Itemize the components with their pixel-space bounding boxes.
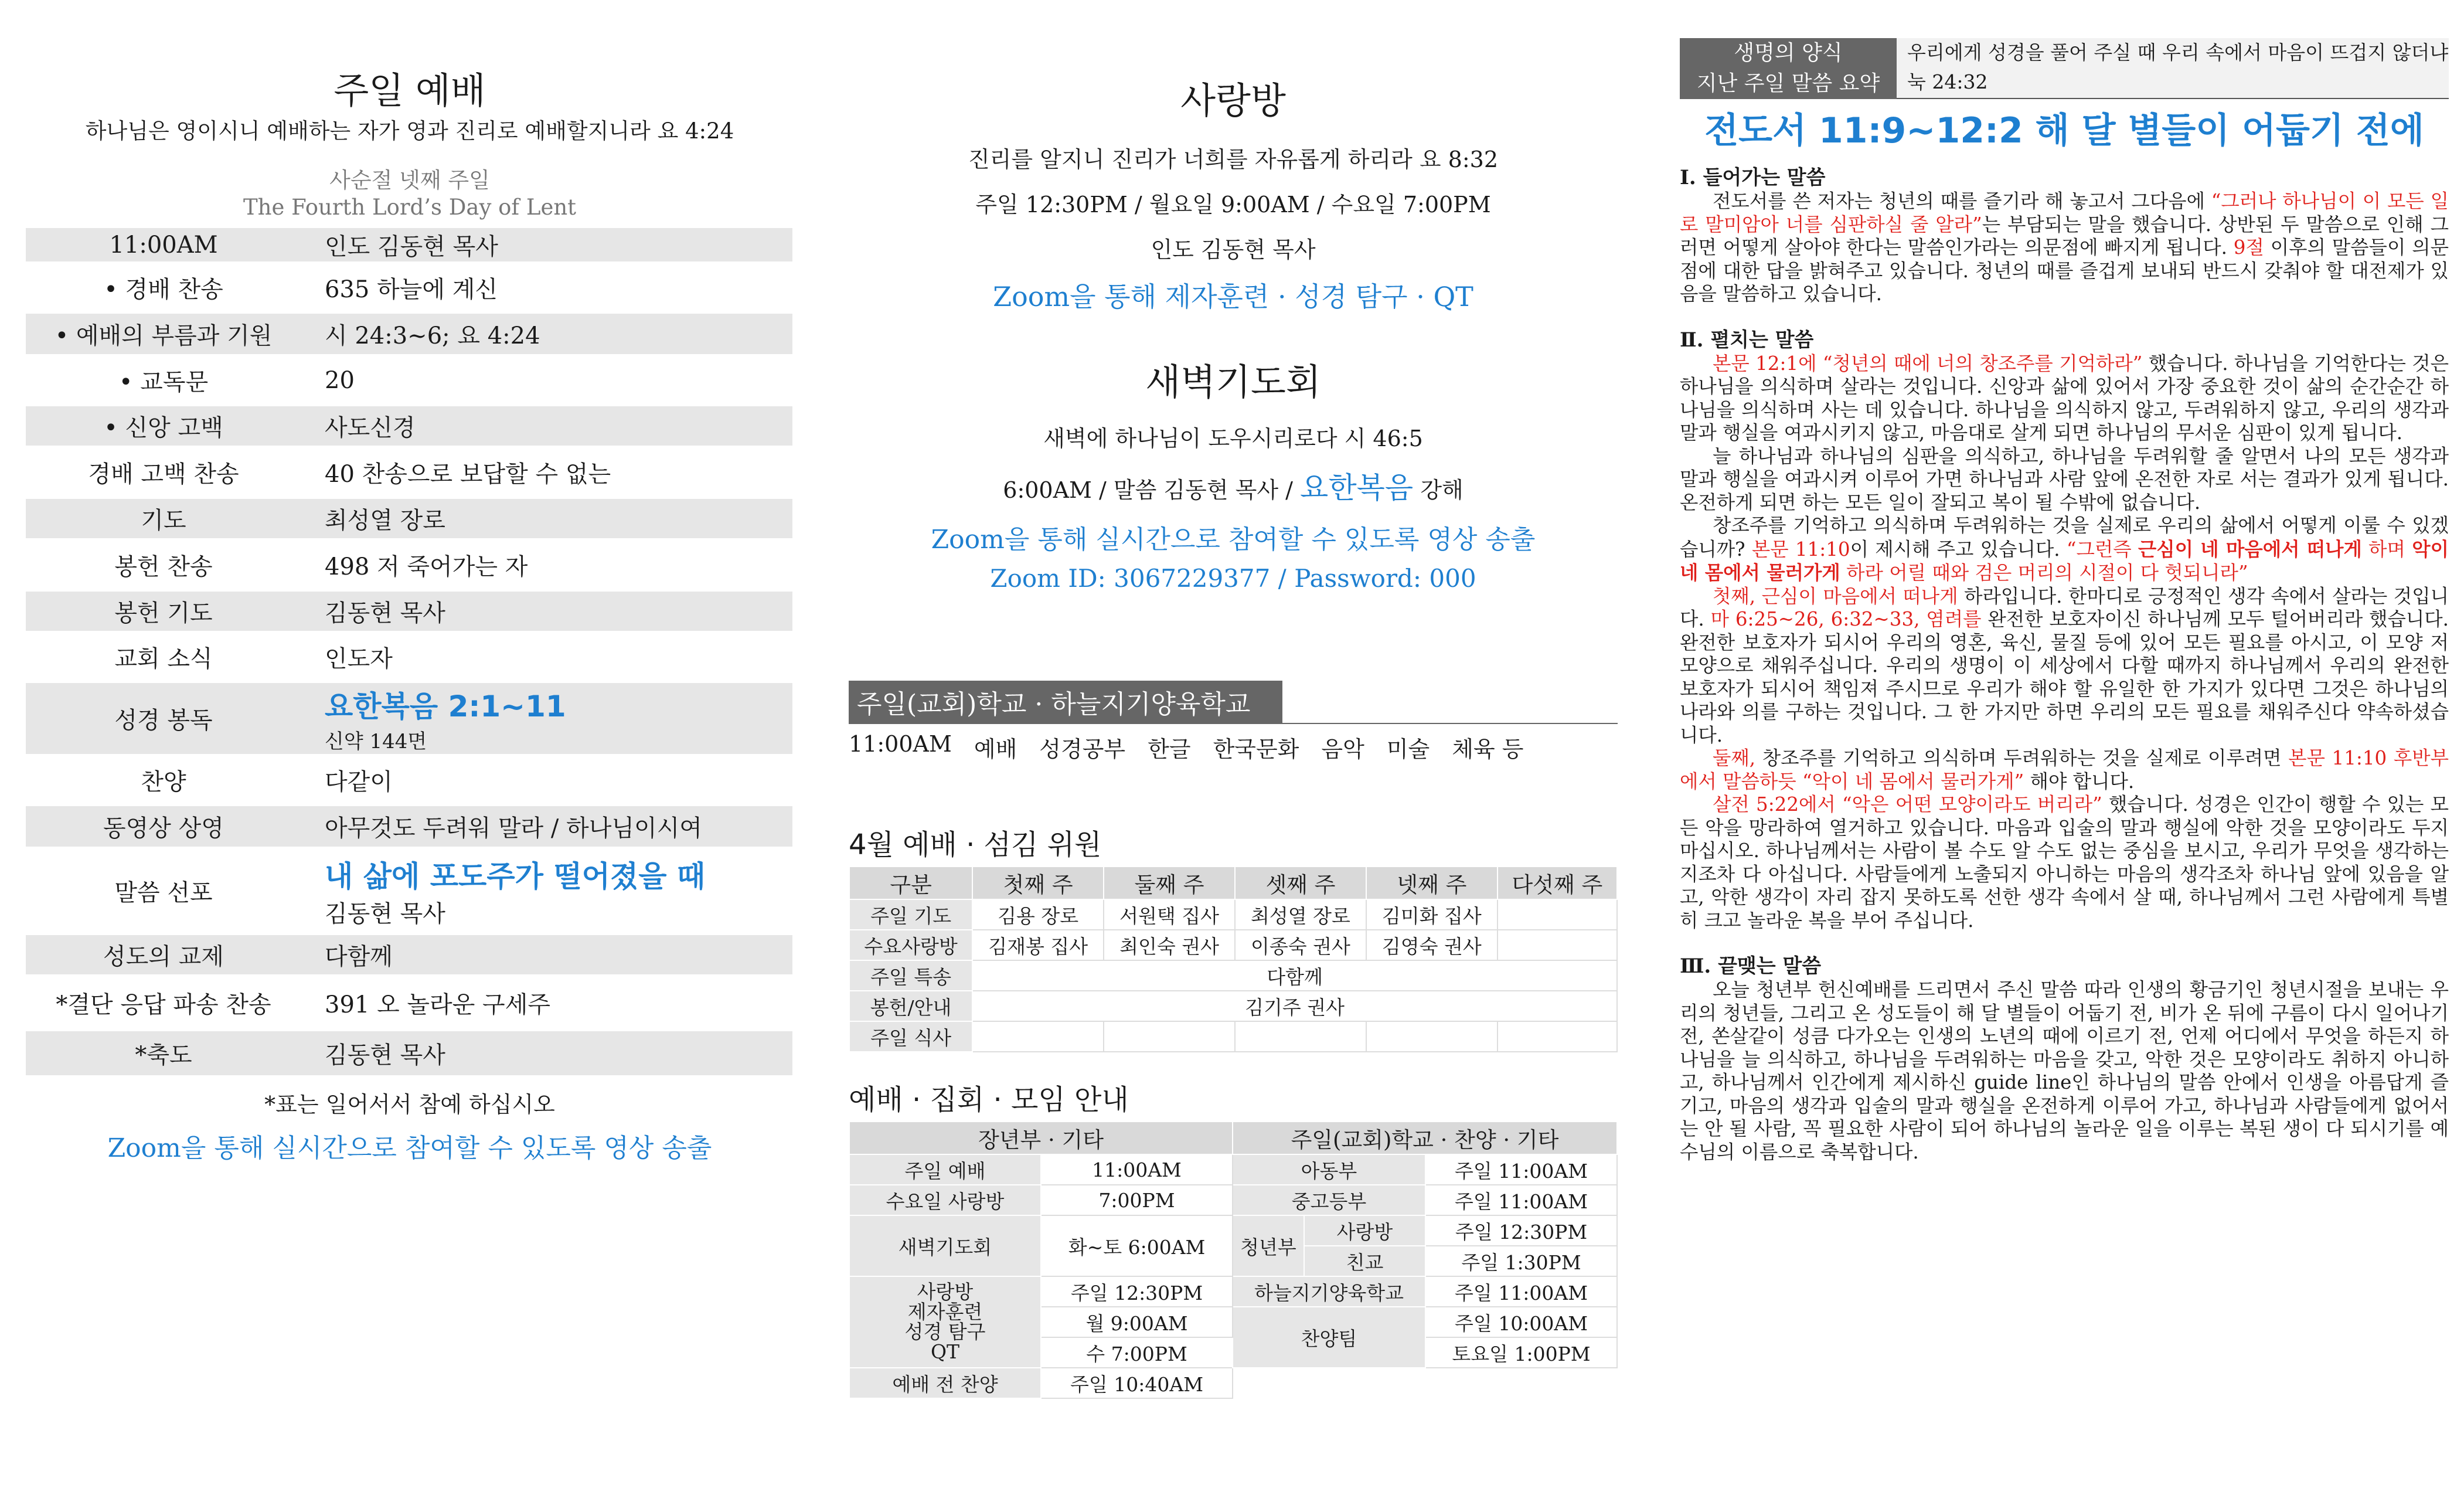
duty-cell (1498, 930, 1617, 960)
school-subject: 11:00AM (849, 731, 952, 757)
order-value: 최성열 장로 (301, 496, 792, 542)
dawn-time: 6:00AM / 말씀 김동현 목사 / 요한복음 강해 (1003, 471, 1464, 505)
order-value: 40 찬송으로 보답할 수 없는 (301, 449, 792, 496)
duty-cell: 주일 특송 (849, 960, 972, 991)
order-label: *축도 (26, 1028, 301, 1079)
section-1-heading: Ⅰ. 들어가는 말씀 (1680, 166, 1826, 189)
dawn-zoom: Zoom을 통해 실시간으로 참여할 수 있도록 영상 송출 (931, 525, 1536, 555)
order-row (26, 542, 792, 589)
sarang-zoom: Zoom을 통해 제자훈련 · 성경 탐구 · QT (993, 281, 1473, 312)
duty-cell: 봉헌/안내 (849, 991, 972, 1021)
order-value: 김동현 목사 (301, 1028, 792, 1079)
order-label: 기도 (26, 496, 301, 542)
zoom-notice: Zoom을 통해 실시간으로 참여할 수 있도록 영상 송출 (107, 1133, 712, 1163)
duty-header: 첫째 주 (972, 867, 1104, 899)
section-2-text-4: 첫째, 근심이 마음에서 떠나게 하라입니다. 한마디로 긍정적인 생각 속에서 살라는 것입니다. 마 6:25~26, 6:32~33, 염려를 완전한 보호자이신 하나님께 모두 털어버리라 했습니다. 완전한 보호자가 되시어 우리의 영혼, 육신, 물질 등에 있어 모든 필요를 아시고, 이 모양 저 모양으로 채워주십니다. 우리의 생명이 이 세상에서 다할 때까지 하나님께서 우리의 완전한 보호자가 되시어 책임져 주시므로 우리가 해야 할 유일한 한 가지가 있다면 그것은 하나님의 나라와 의를 구하는 것입니다. 그 한 가지만 하면 우리의 모든 필요를 채워주신다 약속하셨습니다. (1680, 585, 2449, 746)
order-value-main: 요한복음 2:1~11 (325, 689, 566, 723)
sermon-summary-column (1680, 0, 2449, 1164)
order-value: 시 24:3~6; 요 4:24 (301, 311, 792, 358)
worship-order-column (26, 0, 794, 1164)
order-row (26, 1028, 792, 1079)
school-subject: 체육 등 (1452, 736, 1524, 762)
school-title: 주일(교회)학교 · 하늘지기양육학교 (849, 681, 1282, 723)
order-value: 391 오 놀라운 구세주 (301, 978, 792, 1028)
duty-cell (1366, 1021, 1498, 1052)
order-row (26, 634, 792, 680)
duty-cell: 김미화 집사 (1366, 899, 1498, 930)
order-value: 498 저 죽어가는 자 (301, 542, 792, 589)
duty-cell: 다함께 (972, 960, 1617, 991)
order-value: 다함께 (301, 932, 792, 978)
season-en: The Fourth Lord’s Day of Lent (243, 195, 577, 220)
order-value: 사도신경 (301, 403, 792, 449)
order-row (26, 449, 792, 496)
order-row (26, 403, 792, 449)
duty-cell (972, 1021, 1104, 1052)
duty-cell (1235, 1021, 1366, 1052)
worship-title: 주일 예배 (333, 69, 486, 112)
duty-cell: 주일 식사 (849, 1021, 972, 1052)
order-label: *결단 응답 파송 찬송 (26, 978, 301, 1028)
section-2-text-6: 살전 5:22에서 “악은 어떤 모양이라도 버리라” 했습니다. 성경은 인간이 행할 수 있는 모든 악을 망라하여 열거하고 있습니다. 마음과 입술의 말과 행실에 악한 것을 모양이라도 두지 마십시오. 하나님께서는 사람이 볼 수도 알 수도 없는 중심을 보시고, 우리가 무엇을 생각하는지조차 다 아십니다. 사람들에게 노출되지 아니하는 마음의 생각조차 하나님 앞에 있음을 알고, 악한 생각이 자리 잡지 못하도록 선한 생각 속에서 살 때, 하나님께서 그런 사람에게 특별히 크고 놀라운 복을 부어 주십니다. (1680, 793, 2449, 932)
season-ko: 사순절 넷째 주일 (329, 168, 490, 193)
order-value-main: 내 삶에 포도주가 떨어졌을 때 (325, 859, 706, 893)
order-label: • 교독문 (26, 358, 301, 403)
duty-cell: 최성열 장로 (1235, 899, 1366, 930)
order-label: • 예배의 부름과 기원 (26, 311, 301, 358)
meet-title: 예배 · 집회 · 모임 안내 (849, 1083, 1129, 1116)
dawn-book: 요한복음 (1300, 471, 1414, 505)
section-3-heading: Ⅲ. 끝맺는 말씀 (1680, 954, 1822, 978)
duty-header: 다섯째 주 (1498, 867, 1617, 899)
duty-row (849, 930, 1617, 960)
order-value (301, 680, 792, 757)
school-subject: 한글 (1148, 736, 1191, 762)
order-value-sub: 신약 144면 (325, 730, 427, 753)
order-row (26, 358, 792, 403)
summary-header (1680, 38, 2449, 99)
duty-title: 4월 예배 · 섬김 위원 (849, 828, 1102, 861)
duty-cell: 이종숙 권사 (1235, 930, 1366, 960)
order-row (26, 589, 792, 634)
sarang-leader: 인도 김동현 목사 (1151, 237, 1316, 263)
order-label: 봉헌 찬송 (26, 542, 301, 589)
sarang-title: 사랑방 (1180, 79, 1286, 122)
order-value: 635 하늘에 계신 (301, 265, 792, 311)
duty-cell: 최인숙 권사 (1104, 930, 1235, 960)
duty-cell: 김기주 권사 (972, 991, 1617, 1021)
school-subject: 예배 (974, 736, 1017, 762)
duty-header: 구분 (849, 867, 972, 899)
duty-cell: 서원택 집사 (1104, 899, 1235, 930)
duty-cell: 김용 장로 (972, 899, 1104, 930)
order-value: 아무것도 두려워 말라 / 하나님이시여 (301, 803, 792, 850)
order-label: 말씀 선포 (26, 850, 301, 932)
order-row (26, 265, 792, 311)
duty-header: 셋째 주 (1235, 867, 1366, 899)
order-label: 성경 봉독 (26, 680, 301, 757)
section-3-text: 오늘 청년부 헌신예배를 드리면서 주신 말씀 따라 인생의 황금기인 청년시절을 보내는 우리의 청년들, 그리고 온 성도들이 해 달 별들이 어둡기 전, 비가 온 뒤에 구름이 다시 일어나기 전, 쏜살같이 성큼 다가오는 인생의 노년의 때에 이르기 전, 언제 어디에서 무엇을 하든지 하나님을 늘 의식하고, 하나님을 두려워하는 마음을 갖고, 악한 것은 모양이라도 취하지 아니하고, 하나님께서 인간에게 제시하신 guide line인 하나님의 말씀 안에서 인생을 아름답게 즐기고, 마음의 생각과 입술의 말과 행실을 온전하게 이루어 가고, 하나님과 사람들에게 없어서는 안 될 사람, 꼭 필요한 사람이 되어 하나님의 놀라운 일을 이루는 복된 생이 다 되시기를 예수님의 이름으로 축복합니다. (1680, 978, 2449, 1163)
duty-row (849, 960, 1617, 991)
order-row (26, 228, 792, 265)
order-value (301, 850, 792, 932)
standing-note: *표는 일어서서 참예 하십시오 (264, 1092, 555, 1117)
summary-tag: 생명의 양식 지난 주일 말씀 요약 (1680, 38, 1897, 99)
duty-cell (1104, 1021, 1235, 1052)
duty-row (849, 899, 1617, 930)
sermon-title: 전도서 11:9~12:2 해 달 별들이 어둡기 전에 (1704, 110, 2424, 151)
section-2-text-5: 둘째, 창조주를 기억하고 의식하며 두려워하는 것을 실제로 이루려면 본문 11:10 후반부에서 말씀하듯 “악이 네 몸에서 물러가게” 해야 합니다. (1680, 747, 2449, 793)
duty-header: 넷째 주 (1366, 867, 1498, 899)
duty-cell: 김재봉 집사 (972, 930, 1104, 960)
dawn-title: 새벽기도회 (1145, 361, 1321, 403)
section-2-text-3: 창조주를 기억하고 의식하며 두려워하는 것을 실제로 우리의 삶에서 어떻게 이룰 수 있겠습니까? 본문 11:10이 제시해 주고 있습니다. “그런즉 근심이 네 마음에서 떠나게 하며 악이 네 몸에서 물러가게 하라 어릴 때와 검은 머리의 시절이 다 헛되니라” (1680, 514, 2449, 584)
meetings-column (849, 0, 1618, 1399)
order-label: • 신앙 고백 (26, 403, 301, 449)
duty-table (849, 866, 1618, 1052)
order-row (26, 932, 792, 978)
school-subject: 성경공부 (1039, 736, 1126, 762)
school-subject: 한국문화 (1213, 736, 1299, 762)
order-value: 인도 김동현 목사 (301, 228, 792, 265)
summary-verse: 우리에게 성경을 풀어 주실 때 우리 속에서 마음이 뜨겁지 않더냐 눅 24:32 (1897, 38, 2449, 99)
order-value-sub: 김동현 목사 (325, 901, 445, 927)
duty-header: 둘째 주 (1104, 867, 1235, 899)
order-row (26, 496, 792, 542)
sarang-times: 주일 12:30PM / 월요일 9:00AM / 수요일 7:00PM (975, 192, 1491, 218)
order-row (26, 311, 792, 358)
dawn-verse: 새벽에 하나님이 도우시리로다 시 46:5 (1043, 426, 1423, 451)
duty-cell (1498, 1021, 1617, 1052)
order-label: 동영상 상영 (26, 803, 301, 850)
duty-cell: 수요사랑방 (849, 930, 972, 960)
duty-cell: 주일 기도 (849, 899, 972, 930)
order-label: 봉헌 기도 (26, 589, 301, 634)
order-value: 20 (301, 358, 792, 403)
order-row (26, 803, 792, 850)
order-label: 경배 고백 찬송 (26, 449, 301, 496)
order-row (26, 680, 792, 757)
school-subject: 음악 (1321, 736, 1364, 762)
duty-cell: 김영숙 권사 (1366, 930, 1498, 960)
order-label: 11:00AM (26, 228, 301, 265)
order-label: 교회 소식 (26, 634, 301, 680)
order-value: 다같이 (301, 757, 792, 803)
section-2-heading: Ⅱ. 펼치는 말씀 (1680, 328, 1814, 352)
duty-row (849, 991, 1617, 1021)
order-value: 김동현 목사 (301, 589, 792, 634)
order-label: • 경배 찬송 (26, 265, 301, 311)
duty-cell (1498, 899, 1617, 930)
order-label: 성도의 교제 (26, 932, 301, 978)
worship-verse: 하나님은 영이시니 예배하는 자가 영과 진리로 예배할지니라 요 4:24 (85, 118, 734, 144)
school-subjects (849, 723, 1618, 763)
order-row (26, 757, 792, 803)
dawn-zoom-id: Zoom ID: 3067229377 / Password: 000 (990, 564, 1476, 593)
duty-row (849, 1021, 1617, 1052)
worship-order-table (26, 228, 792, 1082)
school-section (849, 681, 1618, 763)
order-label: 찬양 (26, 757, 301, 803)
order-value: 인도자 (301, 634, 792, 680)
sarang-verse: 진리를 알지니 진리가 너희를 자유롭게 하리라 요 8:32 (968, 147, 1499, 172)
order-row (26, 850, 792, 932)
order-row (26, 978, 792, 1028)
section-2-text-1: 본문 12:1에 “청년의 때에 너의 창조주를 기억하라” 했습니다. 하나님을 기억한다는 것은 하나님을 의식하며 살라는 것입니다. 신앙과 삶에 있어서 가장 중요한 것이 삶의 순간순간 하나님을 의식하며 사는 데 있습니다. 하나님을 의식하지 않고, 두려워하지 않고, 우리의 생각과 말과 행실을 여과시키지 않고, 마음대로 살게 되면 하나님의 무서운 심판이 있게 됩니다. (1680, 352, 2449, 444)
meet-table: 장년부 · 기타 주일(교회)학교 · 찬양 · 기타 주일 예배 11:00AM 아동부 주일 11:00AM 수요일 사랑방 7:00PM 중고등부 주일 11:00AM 새벽기도회 화~토 6:00AM 청년부 사랑방 주일 12:30PM 친교 주일 1:30PM 사랑방 제자훈련 성경 탐구 QT 주일 12:30PM 하늘지기양육학교 주일 11:00AM 월 9:00AM 찬양팀 주일 10:00AM 수 7:00PM 토요일 1:00PM 예배 전 찬양 주일 10:40AM (849, 1121, 1618, 1399)
school-subject: 미술 (1386, 736, 1430, 762)
section-1-text: 전도서를 쓴 저자는 청년의 때를 즐기라 해 놓고서 그다음에 “그러나 하나님이 이 모든 일로 말미암아 너를 심판하실 줄 알라”는 부담되는 말을 했습니다. 상반된 두 말씀으로 인해 그러면 어떻게 살아야 한다는 말씀인가라는 의문점에 빠지게 됩니다. 9절 이후의 말씀들이 의문점에 대한 답을 밝혀주고 있습니다. 청년의 때를 즐겁게 보내되 반드시 갖춰야 할 대전제가 있음을 말씀하고 있습니다. (1680, 190, 2449, 305)
section-2-text-2: 늘 하나님과 하나님의 심판을 의식하고, 하나님을 두려워할 줄 알면서 나의 모든 생각과 말과 행실을 여과시켜 이루어 가면 하나님과 사람 앞에 온전한 자로 서는 결과가 있게 됩니다. 온전하게 되면 하는 모든 일이 잘되고 복이 될 수밖에 없습니다. (1680, 444, 2449, 514)
